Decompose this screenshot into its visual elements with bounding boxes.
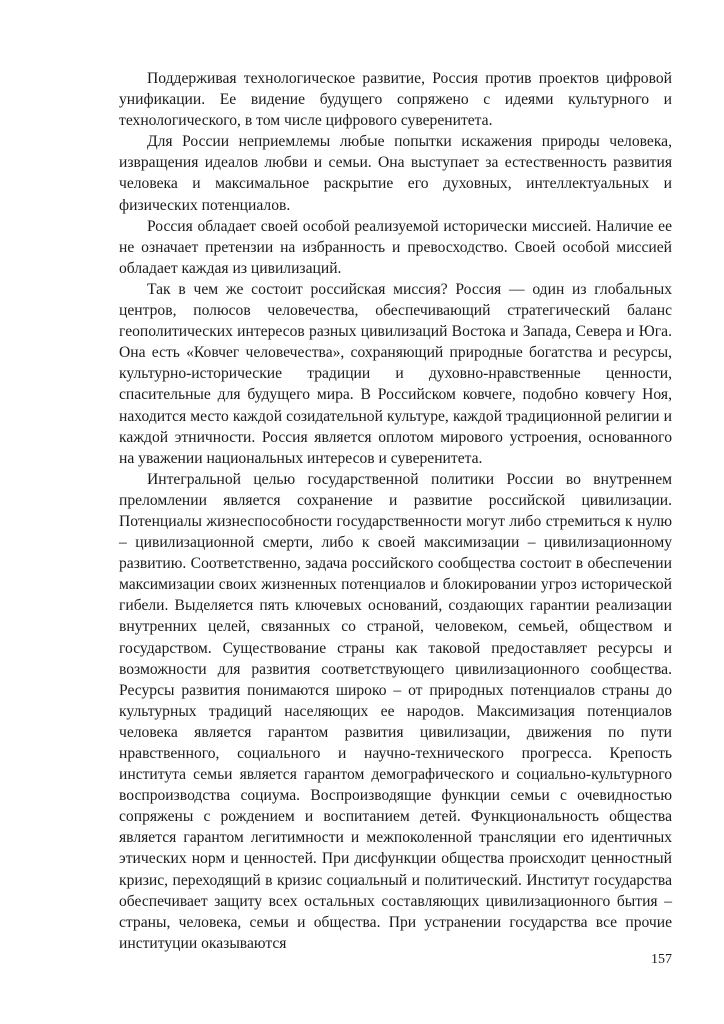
paragraph-4: Так в чем же состоит российская миссия? Россия — один из глобальных центров, полюсов человечества, обеспечивающий стратегический баланс геополитических интересов разных цивилизаций Востока и Запада, Севера и Юга. Она есть «Ковчег человечества», сохраняющий природные богатства и ресурсы, культурно-исторические традиции и духовно-нравственные ценности, спасительные для будущего мира. В Российском ковчеге, подобно ковчегу Ноя, находится место каждой созидательной культуре, каждой традиционной религии и каждой этничности. Россия является оплотом мирового устроения, основанного на уважении национальных интересов и суверенитета. (119, 280, 672, 467)
paragraph-3: Россия обладает своей особой реализуемой исторически миссией. Наличие ее не означает претензии на избранность и превосходство. Своей особой миссией обладает каждая из цивилизаций. (119, 217, 672, 277)
paragraph-2: Для России неприемлемы любые попытки искажения природы человека, извращения идеалов любви и семьи. Она выступает за естественность развития человека и максимальное раскрытие его духовных, интеллектуальных и физических потенциалов. (119, 133, 672, 214)
paragraph-1: Поддерживая технологическое развитие, Россия против проектов цифровой унификации. Ее видение будущего сопряжено с идеями культурного и технологического, в том числе цифрового суверенитета. (119, 70, 672, 130)
page-number: 157 (651, 952, 672, 967)
document-body (119, 68, 672, 954)
paragraph-5: Интегральной целью государственной политики России во внутреннем преломлении является сохранение и развитие российской цивилизации. Потенциалы жизнеспособности государственности могут либо стремиться к нулю – цивилизационной смерти, либо к своей максимизации – цивилизационному развитию. Соответственно, задача российского сообщества состоит в обеспечении максимизации своих жизненных потенциалов и блокировании угроз исторической гибели. Выделяется пять ключевых оснований, создающих гарантии реализации внутренних целей, связанных со страной, человеком, семьей, обществом и государством. Существование страны как таковой предоставляет ресурсы и возможности для развития соответствующего цивилизационного сообщества. Ресурсы развития понимаются широко – от природных потенциалов страны до культурных традиций населяющих ее народов. Максимизация потенциалов человека является гарантом развития цивилизации, движения по пути нравственного, социального и научно-технического прогресса. Крепость института семьи является гарантом демографического и социально-культурного воспроизводства социума. Воспроизводящие функции семьи с очевидностью сопряжены с рождением и воспитанием детей. Функциональность общества является гарантом легитимности и межпоколенной трансляции его идентичных этических норм и ценностей. При дисфункции общества происходит ценностный кризис, переходящий в кризис социальный и политический. Институт государства обеспечивает защиту всех остальных составляющих цивилизационного бытия – страны, человека, семьи и общества. При устранении государства все прочие институции оказываются (119, 470, 672, 952)
